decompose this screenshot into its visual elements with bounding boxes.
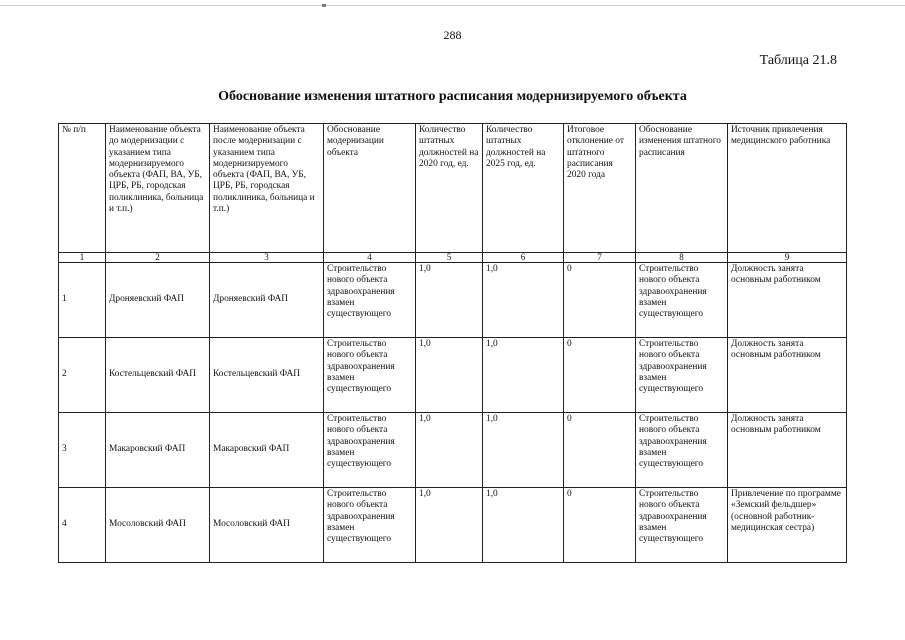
column-number: 1 [59, 253, 106, 263]
table-row [59, 488, 847, 563]
column-number: 2 [106, 253, 210, 263]
object-after-cell: Дроняевский ФАП [210, 263, 324, 338]
positions-2025-cell: 1,0 [483, 488, 564, 563]
worker-source-cell: Должность занята основным работником [728, 263, 847, 338]
modernization-reason-cell: Строительство нового объекта здравоохранения взамен существующего [324, 263, 416, 338]
positions-2025-cell: 1,0 [483, 263, 564, 338]
table-header-row [59, 124, 847, 253]
column-number: 9 [728, 253, 847, 263]
table-row [59, 413, 847, 488]
positions-2020-cell: 1,0 [416, 488, 483, 563]
schedule-change-reason-cell: Строительство нового объекта здравоохранения взамен существующего [636, 338, 728, 413]
worker-source-cell: Должность занята основным работником [728, 413, 847, 488]
schedule-change-reason-cell: Строительство нового объекта здравоохранения взамен существующего [636, 263, 728, 338]
schedule-change-reason-cell: Строительство нового объекта здравоохранения взамен существующего [636, 488, 728, 563]
row-number-cell: 2 [59, 338, 106, 413]
scan-mark [322, 4, 326, 7]
document-title: Обоснование изменения штатного расписания модернизируемого объекта [218, 89, 687, 104]
header-row-number: № п/п [59, 124, 106, 253]
positions-2020-cell: 1,0 [416, 413, 483, 488]
object-after-cell: Мосоловский ФАП [210, 488, 324, 563]
header-deviation: Итоговое отклонение от штатного расписания 2020 года [564, 124, 636, 253]
deviation-cell: 0 [564, 263, 636, 338]
column-number: 6 [483, 253, 564, 263]
column-number: 4 [324, 253, 416, 263]
header-object-after: Наименование объекта после модернизации с указанием типа модернизируемого объекта (ФАП, ВА, УБ, ЦРБ, РБ, городская поликлиника, больница и т.п.) [210, 124, 324, 253]
positions-2020-cell: 1,0 [416, 263, 483, 338]
header-schedule-change-reason: Обоснование изменения штатного расписания [636, 124, 728, 253]
object-before-cell: Костельцевский ФАП [106, 338, 210, 413]
header-worker-source: Источник привлечения медицинского работника [728, 124, 847, 253]
object-after-cell: Макаровский ФАП [210, 413, 324, 488]
modernization-reason-cell: Строительство нового объекта здравоохранения взамен существующего [324, 488, 416, 563]
scan-top-edge-line [0, 5, 905, 6]
deviation-cell: 0 [564, 488, 636, 563]
modernization-reason-cell: Строительство нового объекта здравоохранения взамен существующего [324, 413, 416, 488]
table-row [59, 263, 847, 338]
worker-source-cell: Привлечение по программе «Земский фельдшер» (основной работник- медицинская сестра) [728, 488, 847, 563]
schedule-change-reason-cell: Строительство нового объекта здравоохранения взамен существующего [636, 413, 728, 488]
object-before-cell: Мосоловский ФАП [106, 488, 210, 563]
column-number: 3 [210, 253, 324, 263]
table-label: Таблица 21.8 [759, 53, 837, 68]
column-number: 7 [564, 253, 636, 263]
positions-2020-cell: 1,0 [416, 338, 483, 413]
row-number-cell: 4 [59, 488, 106, 563]
header-object-before: Наименование объекта до модернизации с указанием типа модернизируемого объекта (ФАП, ВА, УБ, ЦРБ, РБ, городская поликлиника, больница и т.п.) [106, 124, 210, 253]
column-number-row [59, 253, 847, 263]
modernization-reason-cell: Строительство нового объекта здравоохранения взамен существующего [324, 338, 416, 413]
page-number: 288 [443, 28, 462, 42]
worker-source-cell: Должность занята основным работником [728, 338, 847, 413]
object-before-cell: Макаровский ФАП [106, 413, 210, 488]
header-positions-2020: Количество штатных должностей на 2020 год, ед. [416, 124, 483, 253]
column-number: 5 [416, 253, 483, 263]
column-number: 8 [636, 253, 728, 263]
table-row [59, 338, 847, 413]
deviation-cell: 0 [564, 338, 636, 413]
row-number-cell: 1 [59, 263, 106, 338]
positions-2025-cell: 1,0 [483, 413, 564, 488]
staffing-schedule-table [58, 123, 847, 563]
row-number-cell: 3 [59, 413, 106, 488]
deviation-cell: 0 [564, 413, 636, 488]
object-after-cell: Костельцевский ФАП [210, 338, 324, 413]
positions-2025-cell: 1,0 [483, 338, 564, 413]
header-positions-2025: Количество штатных должностей на 2025 год, ед. [483, 124, 564, 253]
header-modernization-reason: Обоснование модернизации объекта [324, 124, 416, 253]
object-before-cell: Дроняевский ФАП [106, 263, 210, 338]
